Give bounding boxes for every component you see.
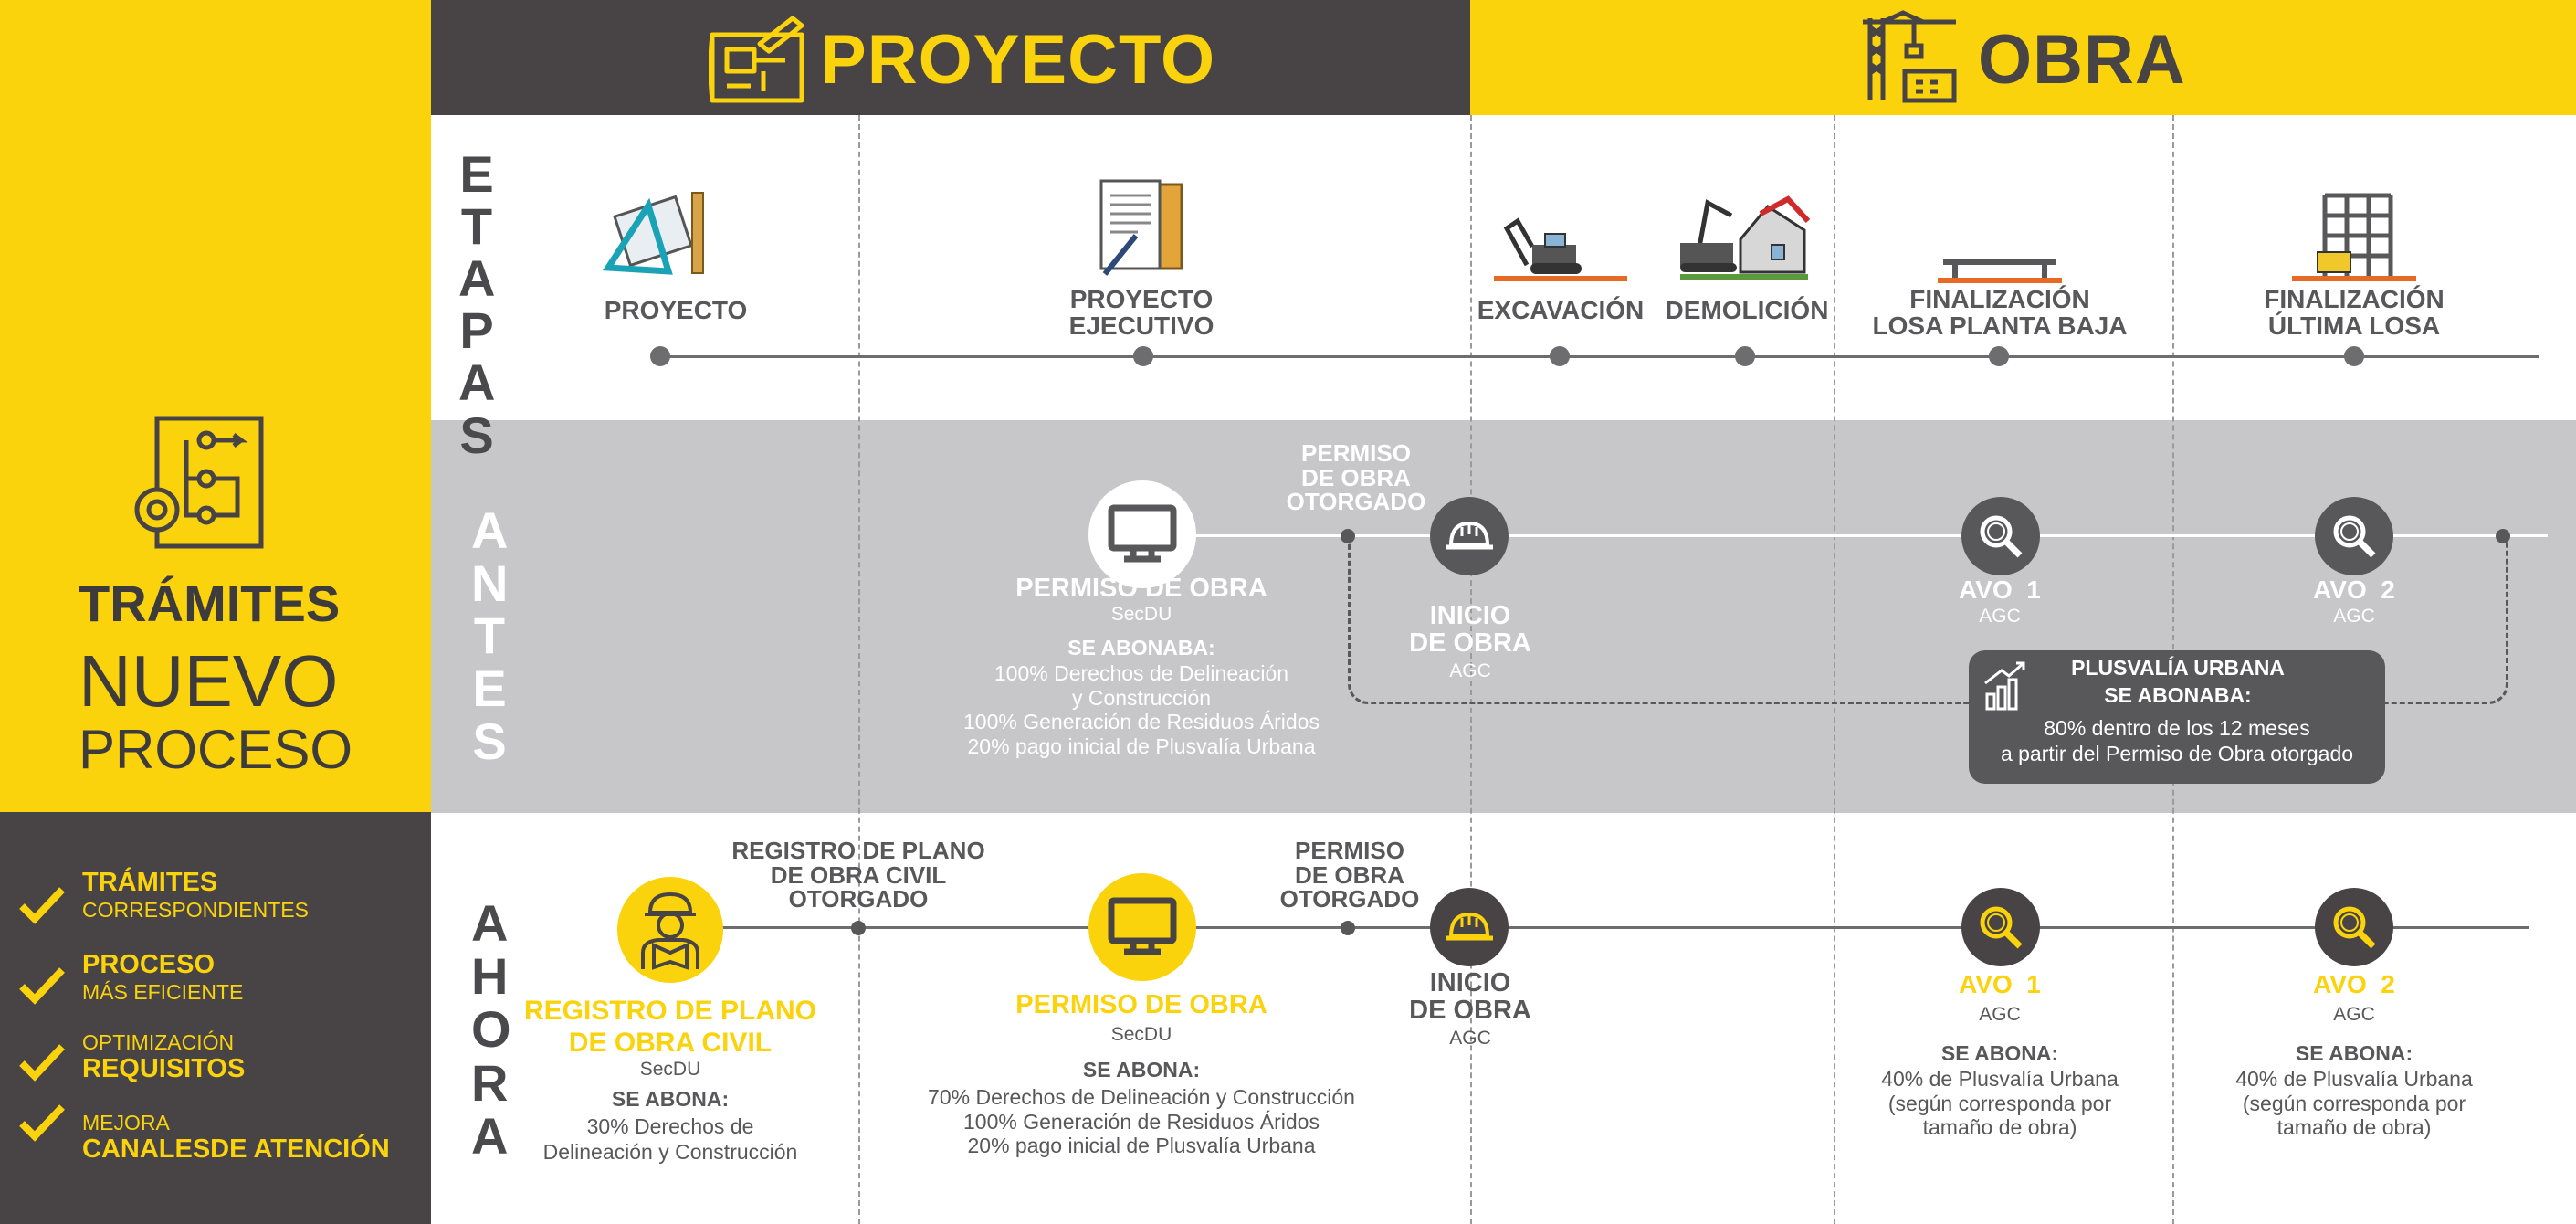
antes-permiso-title: PERMISO DE OBRA <box>1015 574 1267 603</box>
ahora-avo2-items: 40% de Plusvalía Urbana (según corresponda por tamaño de obra) <box>2235 1067 2473 1140</box>
sidebar-title-1: TRÁMITES <box>79 575 341 632</box>
ahora-avo1-items: 40% de Plusvalía Urbana (según corresponda por tamaño de obra) <box>1881 1067 2119 1140</box>
benefit-3 <box>82 1030 245 1085</box>
etapa-excavacion: EXCAVACIÓN <box>1477 296 1645 324</box>
check-icon <box>18 1043 66 1082</box>
ahora-inicio-org: AGC <box>1449 1028 1491 1049</box>
timeline-dot <box>851 921 866 935</box>
worker-icon <box>634 889 707 971</box>
document-icon <box>1092 177 1193 280</box>
timeline-dot <box>1550 346 1570 366</box>
timeline-dot <box>2344 346 2364 366</box>
ahora-registro-abona: SE ABONA: <box>611 1087 730 1111</box>
etapa-proyecto-ejecutivo: PROYECTO EJECUTIVO <box>1068 285 1214 340</box>
antes-avo2-org: AGC <box>2333 606 2375 627</box>
ahora-registro-otorgado: REGISTRO DE PLANO DE OBRA CIVIL OTORGADO <box>731 837 985 913</box>
etapa-demolicion: DEMOLICIÓN <box>1665 296 1829 324</box>
search-icon-circle <box>2315 497 2393 575</box>
separator-line <box>858 115 860 1224</box>
timeline-dot <box>1133 346 1153 366</box>
row-label-ahora-text: AHORA <box>471 894 511 1165</box>
computer-icon-circle <box>1088 873 1196 981</box>
benefit-2-light: MÁS EFICIENTE <box>82 980 244 1005</box>
header-proyecto-title: PROYECTO <box>820 21 1216 99</box>
benefit-2 <box>82 950 243 1005</box>
timeline-dot <box>650 346 670 366</box>
ahora-permiso-items: 70% Derechos de Delineación y Construcción 100% Generación de Residuos Áridos 20% pago inicial de Plusvalía Urbana <box>928 1085 1355 1158</box>
search-icon <box>2329 902 2379 952</box>
growth-chart-icon <box>1982 659 2027 711</box>
benefit-1-strong: TRÁMITES <box>82 868 218 897</box>
ahora-registro-items: 30% Derechos de Delineación y Construcción <box>542 1114 798 1164</box>
search-icon <box>1976 512 2025 561</box>
computer-icon <box>1108 897 1177 957</box>
antes-permiso-org: SecDU <box>1110 604 1172 625</box>
row-label-antes-text: ANTES <box>471 501 509 770</box>
search-icon <box>2329 512 2379 561</box>
benefit-1 <box>82 868 309 923</box>
sidebar-title-3: PROCESO <box>79 719 353 780</box>
ahora-registro-org: SecDU <box>639 1059 701 1080</box>
etapas-timeline <box>657 355 2539 358</box>
benefit-1-light: CORRESPONDIENTES <box>82 898 309 923</box>
benefit-4-light: MEJORA <box>82 1111 170 1134</box>
benefit-4 <box>82 1111 390 1166</box>
etapa-fin-ultima-losa: FINALIZACIÓN ÚLTIMA LOSA <box>2264 285 2445 340</box>
timeline-dot <box>1735 346 1755 366</box>
benefit-2-strong: PROCESO <box>82 950 216 979</box>
helmet-icon <box>1444 518 1495 554</box>
demolition-icon <box>1677 194 1814 281</box>
ahora-avo2-abona: SE ABONA: <box>2295 1041 2413 1065</box>
computer-icon <box>1108 504 1177 565</box>
search-icon <box>1976 902 2025 952</box>
plusvalia-text: 80% dentro de los 12 meses a partir del Permiso de Obra otorgado <box>2000 716 2354 765</box>
ahora-avo1-org: AGC <box>1979 1004 2021 1025</box>
antes-permiso-otorgado: PERMISO DE OBRA OTORGADO <box>1286 439 1426 516</box>
crane-icon <box>1859 9 1960 104</box>
ahora-inicio-title: INICIO DE OBRA <box>1409 968 1531 1025</box>
antes-inicio-title: INICIO DE OBRA <box>1409 601 1531 658</box>
benefit-3-strong: REQUISITOS <box>82 1054 246 1084</box>
check-icon <box>18 966 66 1005</box>
benefit-4-strong: CANALESDE ATENCIÓN <box>82 1134 390 1165</box>
ahora-timeline <box>667 926 2529 929</box>
etapa-fin-losa-pb: FINALIZACIÓN LOSA PLANTA BAJA <box>1872 285 2128 340</box>
worker-icon-circle <box>617 877 723 983</box>
header-obra-title: OBRA <box>1978 21 2186 99</box>
antes-permiso-items: 100% Derechos de Delineación y Construcción 100% Generación de Residuos Áridos 20% pago inicial de Plusvalía Urbana <box>963 661 1320 759</box>
search-icon-circle <box>2315 888 2393 966</box>
row-label-etapas <box>449 145 504 464</box>
antes-permiso-abona: SE ABONABA: <box>1067 636 1215 659</box>
antes-avo2-title: AVO 2 <box>2313 575 2395 604</box>
blueprint-icon <box>709 13 807 104</box>
search-icon-circle <box>1961 888 2040 966</box>
computer-icon-circle <box>1088 480 1196 588</box>
plusvalia-abona: SE ABONABA: <box>2104 683 2252 707</box>
ahora-avo1-title: AVO 1 <box>1959 970 2041 998</box>
search-icon-circle <box>1961 497 2040 575</box>
row-label-antes <box>462 501 517 770</box>
slab-icon <box>1938 259 2062 285</box>
helmet-icon <box>1444 909 1495 945</box>
benefit-3-light: OPTIMIZACIÓN <box>82 1030 235 1054</box>
helmet-icon-circle <box>1430 888 1509 966</box>
ahora-avo1-abona: SE ABONA: <box>1940 1041 2059 1065</box>
ahora-permiso-abona: SE ABONA: <box>1082 1058 1201 1082</box>
etapa-proyecto: PROYECTO <box>604 296 748 324</box>
row-label-etapas-text: ETAPAS <box>458 145 496 464</box>
plusvalia-title: PLUSVALÍA URBANA <box>2071 656 2285 680</box>
antes-avo1-org: AGC <box>1979 606 2021 627</box>
ahora-avo2-org: AGC <box>2333 1004 2375 1025</box>
process-flow-icon <box>130 413 267 550</box>
building-frame-icon <box>2292 192 2416 283</box>
excavator-icon <box>1490 210 1631 283</box>
ahora-permiso-title: PERMISO DE OBRA <box>1015 990 1267 1019</box>
ahora-registro-title: REGISTRO DE PLANO DE OBRA CIVIL <box>523 996 817 1058</box>
antes-inicio-org: AGC <box>1449 660 1491 681</box>
timeline-dot <box>1989 346 2009 366</box>
ahora-permiso-otorgado: PERMISO DE OBRA OTORGADO <box>1279 837 1420 913</box>
timeline-dot <box>1341 921 1355 935</box>
ahora-permiso-org: SecDU <box>1110 1024 1172 1045</box>
sidebar-title-2: NUEVO <box>79 640 339 722</box>
helmet-icon-circle <box>1430 497 1509 575</box>
ahora-avo2-title: AVO 2 <box>2313 970 2395 998</box>
check-icon <box>18 886 66 924</box>
antes-avo1-title: AVO 1 <box>1959 575 2041 604</box>
check-icon <box>18 1103 66 1142</box>
drafting-tools-icon <box>603 187 712 279</box>
